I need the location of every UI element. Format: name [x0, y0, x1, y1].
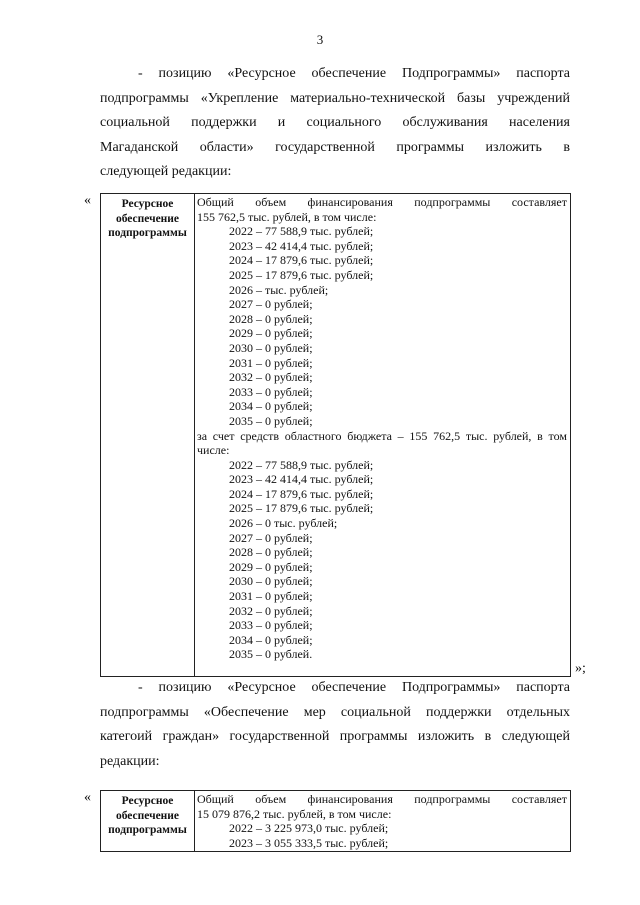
- year-line: 2024 – 17 879,6 тыс. рублей;: [229, 486, 374, 501]
- label-line: Ресурсное: [121, 795, 174, 807]
- year-line: 2029 – 0 рублей;: [229, 559, 313, 574]
- year-line: 2023 – 42 414,4 тыс. рублей;: [229, 472, 374, 487]
- year-line: 2031 – 0 рублей;: [229, 355, 313, 370]
- label-line: обеспечение: [115, 212, 180, 225]
- page-number: 3: [316, 32, 324, 47]
- year-line: 2028 – 0 рублей;: [229, 545, 313, 560]
- paragraph-line: социальной поддержки и социального обслуживания населения: [100, 115, 570, 130]
- open-quote: «: [84, 193, 91, 208]
- year-line: 2023 – 42 414,4 тыс. рублей;: [229, 238, 374, 253]
- year-line: 2033 – 0 рублей;: [229, 618, 313, 633]
- paragraph-2: [100, 676, 570, 774]
- year-line: 2022 – 77 588,9 тыс. рублей;: [229, 457, 374, 472]
- paragraph-line: - позицию «Ресурсное обеспечение Подпрограммы» паспорта: [138, 66, 570, 81]
- year-line: 2029 – 0 рублей;: [229, 326, 313, 341]
- year-line: 2025 – 17 879,6 тыс. рублей;: [229, 501, 374, 516]
- year-line: 2026 – 0 тыс. рублей;: [229, 516, 338, 531]
- label-line: обеспечение: [115, 809, 180, 822]
- year-line: 2026 – тыс. рублей;: [229, 282, 329, 297]
- label-line: Ресурсное: [121, 198, 174, 210]
- year-line: 2030 – 0 рублей;: [229, 340, 313, 355]
- paragraph-1: [100, 62, 570, 185]
- resource-table-1: [100, 193, 571, 677]
- year-line: 2025 – 17 879,6 тыс. рублей;: [229, 267, 374, 282]
- paragraph-line: категоий граждан» государственной программы изложить в следующей: [100, 729, 570, 744]
- year-line: 2027 – 0 рублей;: [229, 297, 313, 312]
- year-line: 2022 – 3 225 973,0 тыс. рублей;: [229, 821, 389, 836]
- paragraph-line: подпрограммы «Укрепление материально-технической базы учреждений: [100, 90, 570, 106]
- intro-line: 15 079 876,2 тыс. рублей, в том числе:: [197, 806, 392, 821]
- paragraph-line: подпрограммы «Обеспечение мер социальной поддержки отдельных: [100, 704, 570, 720]
- year-line: 2031 – 0 рублей;: [229, 589, 313, 604]
- year-line: 2034 – 0 рублей;: [229, 632, 313, 647]
- year-line: 2030 – 0 рублей;: [229, 574, 313, 589]
- paragraph-line: следующей редакции:: [100, 164, 232, 179]
- year-line: 2035 – 0 рублей;: [229, 413, 313, 428]
- table-content-cell: [197, 195, 567, 662]
- label-line: подпрограммы: [108, 227, 187, 239]
- year-line: 2034 – 0 рублей;: [229, 399, 313, 414]
- budget-line: числе:: [197, 443, 230, 458]
- intro-line: Общий объем финансирования подпрограммы составляет: [197, 792, 567, 806]
- year-line: 2027 – 0 рублей;: [229, 530, 313, 545]
- paragraph-line: Магаданской области» государственной программы изложить в: [100, 139, 570, 155]
- paragraph-line: - позицию «Ресурсное обеспечение Подпрограммы» паспорта: [138, 680, 570, 695]
- year-line: 2033 – 0 рублей;: [229, 384, 313, 399]
- resource-table-2: [100, 790, 571, 852]
- budget-line: за счет средств областного бюджета – 155 762,5 тыс. рублей, в том: [197, 428, 567, 443]
- table-label-cell: [101, 194, 195, 676]
- year-line: 2032 – 0 рублей;: [229, 370, 313, 385]
- open-quote: «: [84, 790, 91, 805]
- year-line: 2023 – 3 055 333,5 тыс. рублей;: [229, 835, 389, 850]
- table-label-cell: [101, 791, 195, 851]
- intro-line: Общий объем финансирования подпрограммы составляет: [197, 195, 567, 209]
- year-line: 2024 – 17 879,6 тыс. рублей;: [229, 253, 374, 268]
- intro-line: 155 762,5 тыс. рублей, в том числе:: [197, 209, 377, 224]
- label-line: подпрограммы: [108, 824, 187, 836]
- close-quote: »;: [575, 661, 586, 676]
- table-content-cell: [197, 792, 567, 850]
- paragraph-line: редакции:: [100, 753, 160, 769]
- year-line: 2022 – 77 588,9 тыс. рублей;: [229, 224, 374, 239]
- year-line: 2032 – 0 рублей;: [229, 603, 313, 618]
- year-line: 2028 – 0 рублей;: [229, 311, 313, 326]
- year-line: 2035 – 0 рублей.: [229, 647, 313, 662]
